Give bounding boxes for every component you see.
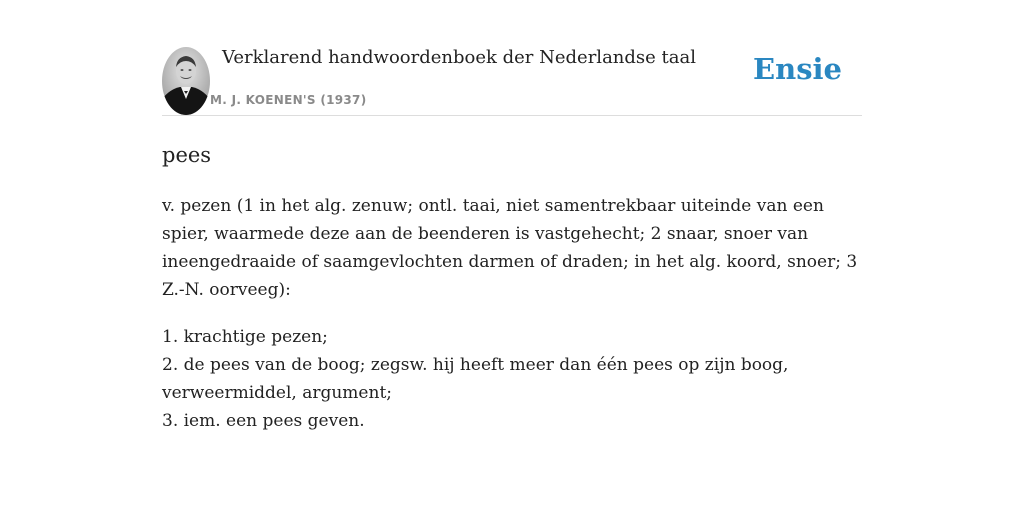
sense-item: 3. iem. een pees geven. — [162, 411, 365, 431]
book-title: Verklarend handwoordenboek der Nederlandse taal — [222, 47, 696, 68]
page — [162, 0, 862, 431]
author-portrait-icon — [162, 47, 210, 115]
ensie-logo[interactable]: Ensie — [753, 52, 842, 86]
sense-item: 2. de pees van de boog; zegsw. hij heeft meer dan één pees op zijn boog, verweermiddel, argument; — [162, 355, 789, 403]
sense-item: 1. krachtige pezen; — [162, 327, 328, 347]
entry-headword: pees — [162, 143, 212, 167]
header — [162, 0, 862, 116]
sense-list — [162, 323, 862, 435]
book-author: M. J. KOENEN'S (1937) — [210, 93, 367, 107]
entry-definition: v. pezen (1 in het alg. zenuw; ontl. taai, niet samentrekbaar uiteinde van een spier, waarmede deze aan de beenderen is vastgehecht; 2 snaar, snoer van ineengedraaide of saamgevlochten darmen of draden; in het alg. koord, snoer; 3 Z.-N. oorveeg): — [162, 196, 858, 300]
